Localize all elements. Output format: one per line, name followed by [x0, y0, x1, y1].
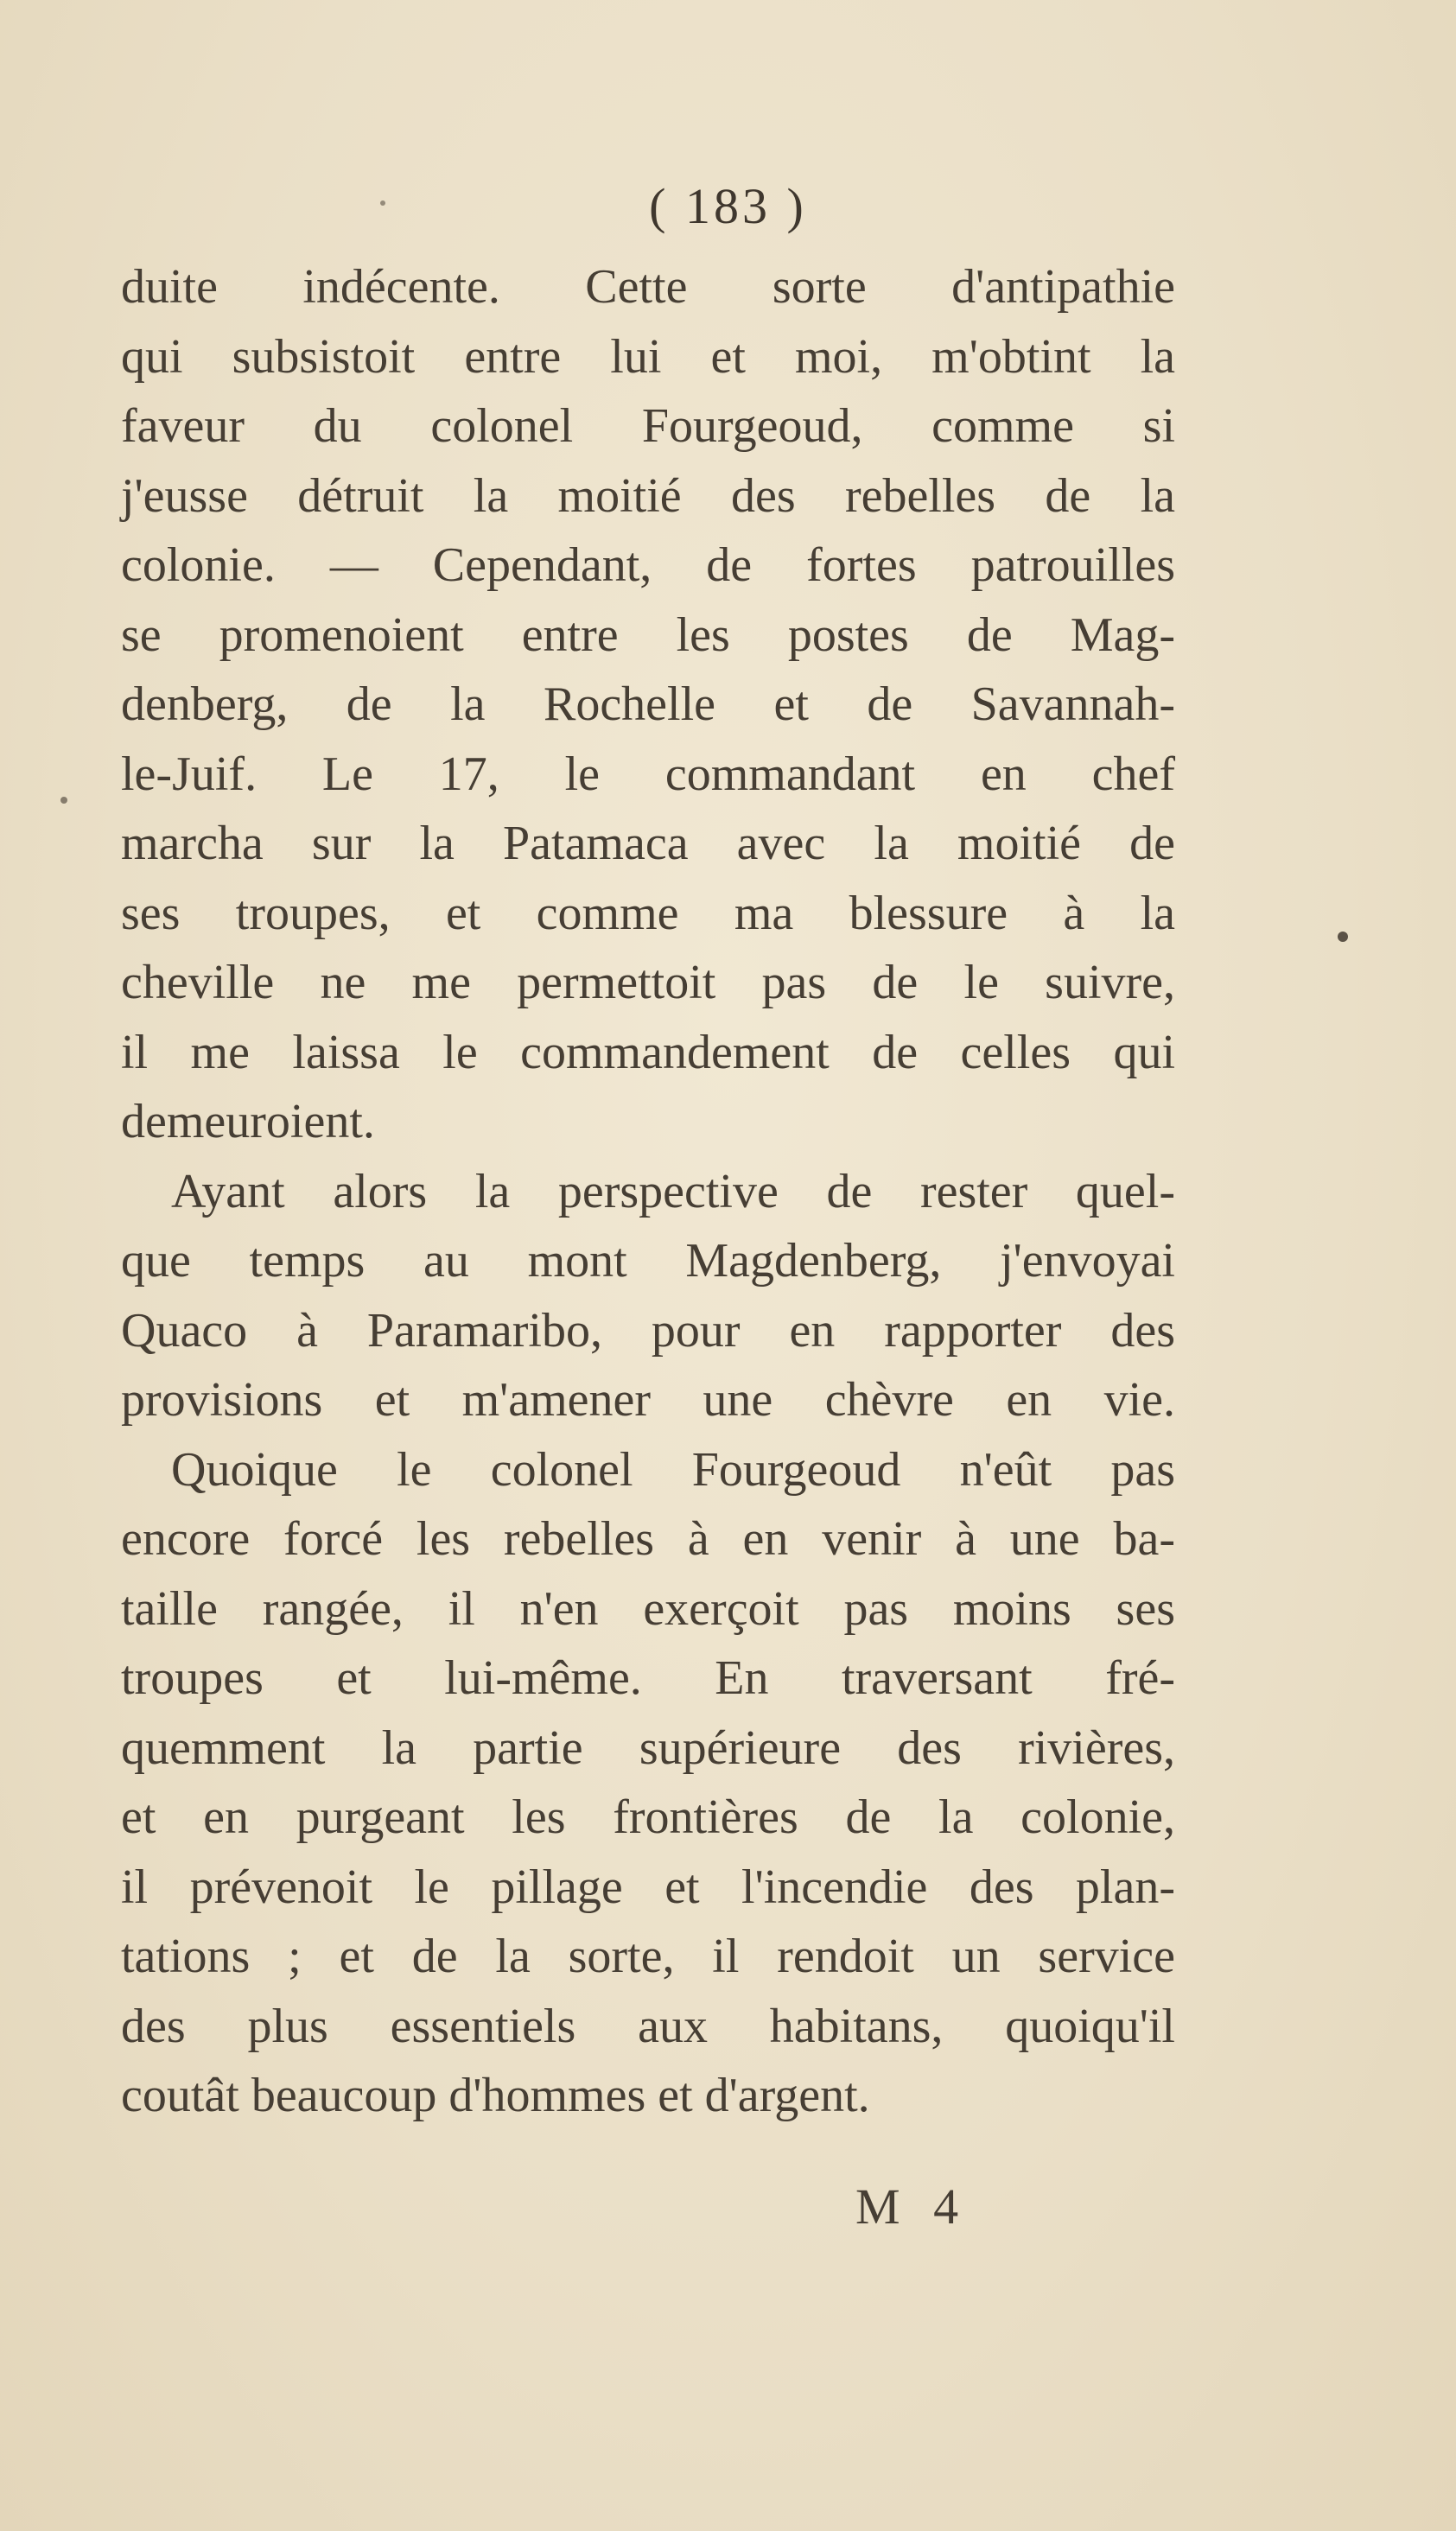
- text-line: et en purgeant les frontières de la colonie,: [121, 1790, 1175, 1844]
- text-line: troupes et lui-même. En traversant fré-: [121, 1651, 1175, 1705]
- text-line: demeuroient.: [121, 1095, 375, 1148]
- text-line: le-Juif. Le 17, le commandant en chef: [121, 747, 1175, 801]
- text-line: ses troupes, et comme ma blessure à la: [121, 886, 1175, 940]
- text-line: se promenoient entre les postes de Mag-: [121, 607, 1175, 662]
- text-line: colonie. — Cependant, de fortes patrouilles: [121, 538, 1175, 592]
- text-line: il prévenoit le pillage et l'incendie des plan-: [121, 1860, 1175, 1914]
- text-line: des plus essentiels aux habitans, quoiqu'il: [121, 1999, 1175, 2053]
- page-body-text: [121, 252, 1175, 2131]
- text-line: marcha sur la Patamaca avec la moitié de: [121, 817, 1175, 870]
- ink-speck: [380, 200, 385, 206]
- text-line: denberg, de la Rochelle et de Savannah-: [121, 677, 1175, 731]
- text-line: il me laissa le commandement de celles qui: [121, 1025, 1175, 1079]
- ink-speck: [60, 797, 67, 804]
- text-line: Quaco à Paramaribo, pour en rapporter des: [121, 1303, 1175, 1358]
- text-line: encore forcé les rebelles à en venir à une ba-: [121, 1512, 1175, 1566]
- text-line: faveur du colonel Fourgeoud, comme si: [121, 399, 1175, 453]
- text-line: taille rangée, il n'en exerçoit pas moins ses: [121, 1581, 1175, 1636]
- text-line: que temps au mont Magdenberg, j'envoyai: [121, 1234, 1175, 1288]
- text-line: Ayant alors la perspective de rester quel-: [171, 1164, 1175, 1218]
- text-line: quemment la partie supérieure des rivières,: [121, 1720, 1175, 1775]
- signature-mark: M 4: [855, 2178, 970, 2235]
- text-line: cheville ne me permettoit pas de le suivre,: [121, 956, 1175, 1009]
- page-number-header: ( 183 ): [649, 178, 807, 234]
- text-line: qui subsistoit entre lui et moi, m'obtint la: [121, 329, 1175, 384]
- text-line: Quoique le colonel Fourgeoud n'eût pas: [171, 1442, 1175, 1497]
- text-line: j'eusse détruit la moitié des rebelles de la: [121, 468, 1175, 523]
- text-line: duite indécente. Cette sorte d'antipathie: [121, 260, 1175, 314]
- ink-speck: [1338, 932, 1348, 942]
- text-line: tations ; et de la sorte, il rendoit un service: [121, 1930, 1175, 1983]
- text-line: coutât beaucoup d'hommes et d'argent.: [121, 2069, 870, 2122]
- text-line: provisions et m'amener une chèvre en vie.: [121, 1373, 1175, 1427]
